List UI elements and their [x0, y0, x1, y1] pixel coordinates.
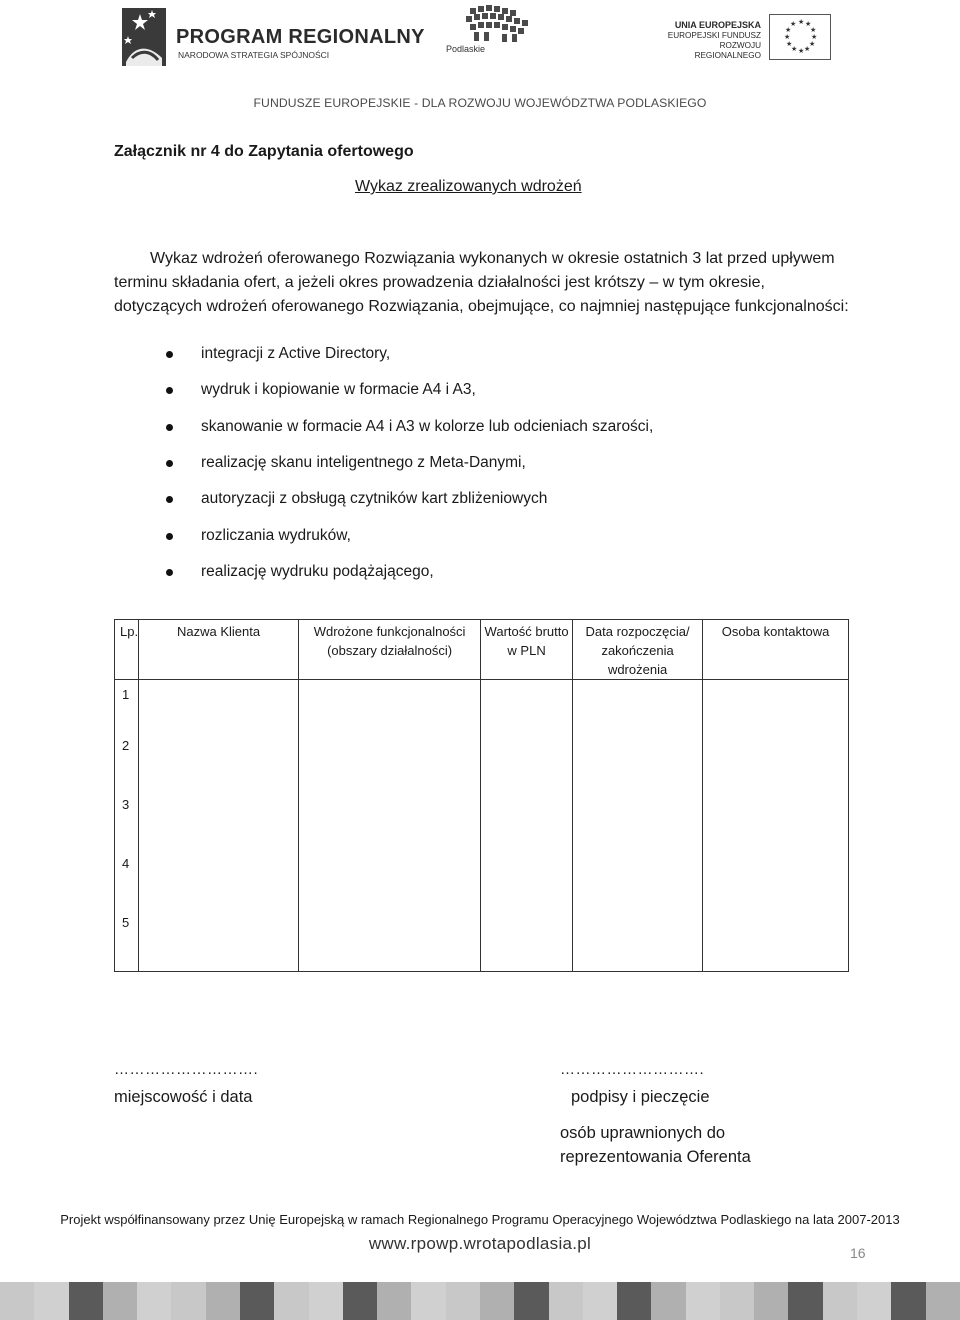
intro-paragraph — [114, 247, 854, 319]
contact-cell[interactable] — [703, 680, 849, 736]
stripe-segment — [377, 1282, 411, 1320]
list-item-text: rozliczania wydruków, — [201, 527, 351, 544]
column-header-functionality: Wdrożone funkcjonalności (obszary działalności) — [299, 620, 481, 680]
stripe-segment — [686, 1282, 720, 1320]
table-row — [115, 912, 849, 972]
stripe-segment — [171, 1282, 205, 1320]
client-cell[interactable] — [139, 912, 299, 972]
list-title: Wykaz zrealizowanych wdrożeń — [355, 178, 582, 195]
stripe-segment — [754, 1282, 788, 1320]
svg-text:★: ★ — [786, 40, 793, 48]
eu-line-1: UNIA EUROPEJSKA — [674, 20, 761, 30]
client-cell[interactable] — [139, 735, 299, 794]
dates-cell[interactable] — [573, 680, 703, 736]
column-header-contact: Osoba kontaktowa — [703, 620, 849, 680]
bullet-icon — [166, 496, 173, 503]
svg-text:★: ★ — [785, 26, 792, 34]
svg-text:★: ★ — [790, 20, 797, 28]
stripe-segment — [891, 1282, 925, 1320]
stripe-segment — [480, 1282, 514, 1320]
svg-text:★: ★ — [784, 33, 791, 41]
eu-flag-icon — [769, 14, 831, 60]
value-cell[interactable] — [481, 853, 573, 912]
svg-text:★: ★ — [804, 45, 811, 53]
intro-text: Wykaz wdrożeń oferowanego Rozwiązania wykonanych w okresie ostatnich 3 lat przed upływem terminu składania ofert, a jeżeli okres prowadzenia działalności jest krótszy – w tym okresie, dotyczących wdrożeń oferowanego Rozwiązania, obejmujące, co najmniej następujące funkcjonalności: — [114, 250, 849, 315]
svg-text:★: ★ — [810, 26, 817, 34]
list-item-text: wydruk i kopiowanie w formacie A4 i A3, — [201, 381, 476, 398]
stripe-segment — [274, 1282, 308, 1320]
eu-text — [655, 20, 761, 61]
value-cell[interactable] — [481, 912, 573, 972]
svg-text:★: ★ — [809, 40, 816, 48]
list-item-text: skanowanie w formacie A4 i A3 w kolorze lub odcieniach szarości, — [201, 418, 654, 435]
dates-cell[interactable] — [573, 853, 703, 912]
program-regionalny-title: PROGRAM REGIONALNY — [176, 26, 425, 48]
stripe-segment — [206, 1282, 240, 1320]
stripe-segment — [788, 1282, 822, 1320]
stripe-segment — [309, 1282, 343, 1320]
column-header-value: Wartość brutto w PLN — [481, 620, 573, 680]
svg-text:★: ★ — [805, 20, 812, 28]
client-cell[interactable] — [139, 853, 299, 912]
functionality-cell[interactable] — [299, 735, 481, 794]
functionality-cell[interactable] — [299, 680, 481, 736]
stripe-segment — [514, 1282, 548, 1320]
table-row — [115, 794, 849, 853]
dates-cell[interactable] — [573, 794, 703, 853]
bullet-icon — [166, 424, 173, 431]
list-item-text: realizację wydruku podążającego, — [201, 563, 434, 580]
stripe-segment — [926, 1282, 960, 1320]
bullet-icon — [166, 569, 173, 576]
svg-text:★: ★ — [791, 45, 798, 53]
footer-website: www.rpowp.wrotapodlasia.pl — [368, 1234, 592, 1253]
svg-text:★: ★ — [798, 18, 805, 26]
column-header-client: Nazwa Klienta — [139, 620, 299, 680]
stripe-segment — [857, 1282, 891, 1320]
stripe-segment — [617, 1282, 651, 1320]
signature-line: ………………………. — [560, 1061, 705, 1078]
value-cell[interactable] — [481, 735, 573, 794]
svg-text:★: ★ — [798, 47, 805, 55]
bullet-icon — [166, 351, 173, 358]
stripe-segment — [240, 1282, 274, 1320]
contact-cell[interactable] — [703, 794, 849, 853]
list-item-text: realizację skanu inteligentnego z Meta-Danymi, — [201, 454, 526, 471]
client-cell[interactable] — [139, 794, 299, 853]
eu-line-3: ROZWOJU REGIONALNEGO — [694, 41, 761, 60]
functionality-cell[interactable] — [299, 794, 481, 853]
bullet-icon — [166, 387, 173, 394]
stripe-segment — [69, 1282, 103, 1320]
bullet-icon — [166, 533, 173, 540]
stripe-segment — [549, 1282, 583, 1320]
row-number: 5 — [115, 912, 139, 972]
implementations-table — [114, 619, 849, 972]
functionality-cell[interactable] — [299, 912, 481, 972]
stripe-segment — [411, 1282, 445, 1320]
podlaskie-logo — [440, 2, 550, 62]
contact-cell[interactable] — [703, 853, 849, 912]
row-number: 4 — [115, 853, 139, 912]
stripe-segment — [720, 1282, 754, 1320]
value-cell[interactable] — [481, 794, 573, 853]
list-item-text: integracji z Active Directory, — [201, 345, 391, 362]
footer-project-note: Projekt współfinansowany przez Unię Europejską w ramach Regionalnego Programu Operacyjnego Województwa Podlaskiego na lata 2007-2013 — [60, 1212, 900, 1227]
contact-cell[interactable] — [703, 735, 849, 794]
row-number: 2 — [115, 735, 139, 794]
eu-logo — [655, 14, 830, 64]
svg-text:★: ★ — [811, 33, 818, 41]
column-header-lp: Lp. — [115, 620, 139, 680]
row-number: 3 — [115, 794, 139, 853]
place-date-label: miejscowość i data — [114, 1088, 253, 1106]
stripe-segment — [583, 1282, 617, 1320]
eu-line-2: EUROPEJSKI FUNDUSZ — [667, 31, 761, 40]
podlaskie-bison-logo-icon — [440, 2, 550, 46]
place-date-line: ………………………. — [114, 1061, 259, 1078]
dates-cell[interactable] — [573, 912, 703, 972]
signature-label: podpisy i pieczęcie — [571, 1088, 710, 1106]
row-number: 1 — [115, 680, 139, 736]
table-row — [115, 680, 849, 736]
stripe-segment — [137, 1282, 171, 1320]
stripe-segment — [823, 1282, 857, 1320]
table-row — [115, 735, 849, 794]
stripe-segment — [34, 1282, 68, 1320]
program-regionalny-logo-icon — [118, 6, 174, 70]
stripe-segment — [446, 1282, 480, 1320]
contact-cell[interactable] — [703, 912, 849, 972]
functionality-cell[interactable] — [299, 853, 481, 912]
bullet-icon — [166, 460, 173, 467]
program-regionalny-subtitle: NARODOWA STRATEGIA SPÓJNOŚCI — [178, 50, 330, 60]
value-cell[interactable] — [481, 680, 573, 736]
table-header-row — [115, 620, 849, 680]
stripe-segment — [343, 1282, 377, 1320]
footer-stripe — [0, 1282, 960, 1320]
program-regionalny-logo — [118, 6, 425, 70]
column-header-dates: Data rozpoczęcia/ zakończenia wdrożenia — [573, 620, 703, 680]
annex-title: Załącznik nr 4 do Zapytania ofertowego — [114, 143, 414, 160]
stripe-segment — [0, 1282, 34, 1320]
dates-cell[interactable] — [573, 735, 703, 794]
list-item-text: autoryzacji z obsługą czytników kart zbliżeniowych — [201, 490, 548, 507]
stripe-segment — [651, 1282, 685, 1320]
funds-line: FUNDUSZE EUROPEJSKIE - DLA ROZWOJU WOJEWÓDZTWA PODLASKIEGO — [253, 96, 707, 110]
signature-sublabel: osób uprawnionych do reprezentowania Oferenta — [560, 1124, 751, 1166]
stripe-segment — [103, 1282, 137, 1320]
table-row — [115, 853, 849, 912]
podlaskie-name: Podlaskie — [446, 44, 486, 54]
client-cell[interactable] — [139, 680, 299, 736]
page-number: 16 — [850, 1245, 866, 1261]
